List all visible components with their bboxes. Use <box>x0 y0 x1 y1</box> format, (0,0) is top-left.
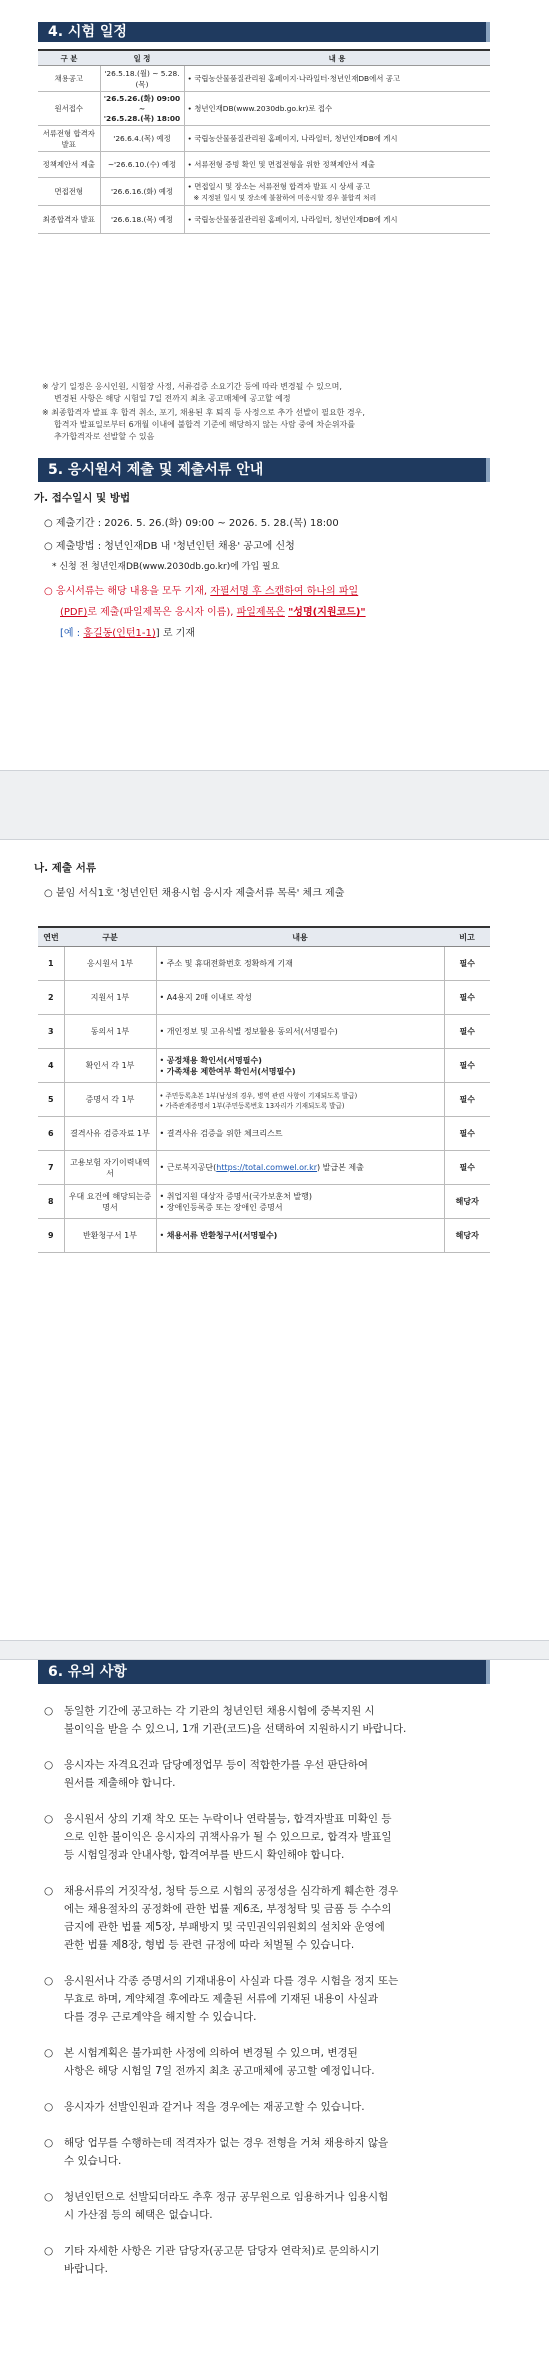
schedule-sched-end: '26.5.28.(목) 18:00 <box>103 114 181 123</box>
documents-header-req: 비고 <box>444 927 490 947</box>
section5-title-bar <box>38 458 490 482</box>
method-line: ○ 제출방법 : 청년인재DB 내 '청년인턴 채용' 공고에 신청 <box>44 541 295 552</box>
notice-item-10: ○ 기타 자세한 사항은 기관 담당자(공고문 담당자 연락처)로 문의하시기 바랍니다. <box>44 2245 380 2275</box>
schedule-note-2: ※ 최종합격자 발표 후 합격 취소, 포기, 채용된 후 퇴직 등 사정으로 추가 선발이 필요한 경우, 합격자 발표일로부터 6개월 이내에 불합격 기준에 해당하지 않는 사람 중에 차순위자를 추가합격자로 선발할 수 있음 <box>42 408 365 441</box>
table-row: 4 확인서 각 1부 • 공정채용 확인서(서명필수) • 가족채용 제한여부 확인서(서명필수) 필수 <box>38 1049 490 1083</box>
schedule-header-sched: 일 정 <box>100 50 184 66</box>
table-row: 최종합격자 발표 '26.6.18.(목) 예정 • 국립농산물품질관리원 홈페이지, 나라일터, 청년인재DB에 게시 <box>38 206 490 234</box>
page-gap-1 <box>0 770 549 840</box>
notice-item-8: ○ 해당 업무를 수행하는데 적격자가 없는 경우 전형을 거쳐 채용하지 않을 수 있습니다. <box>44 2137 389 2167</box>
schedule-desc: 서류전형 증빙 확인 및 면접전형을 위한 정책제안서 제출 <box>194 160 375 169</box>
page-1 <box>0 0 549 770</box>
notice-item-9: ○ 청년인턴으로 선발되더라도 추후 정규 공무원으로 임용하거나 임용시험 시 가산점 등의 혜택은 없습니다. <box>44 2191 389 2221</box>
notice-item-4: ○ 채용서류의 거짓작성, 청탁 등으로 시험의 공정성을 심각하게 훼손한 경우 에는 채용절차의 공정화에 관한 법률 제6조, 부정청탁 및 금품 등 수수의 금지에 관한 법률 제5장, 부패방지 및 국민권익위원회의 설치와 운영에 관한 법률 제8장, 형법 등 관련 규정에 따라 처벌될 수 있습니다. <box>44 1885 399 1951</box>
schedule-sched: '26.6.18.(목) 예정 <box>100 206 184 234</box>
schedule-cat: 면접전형 <box>38 178 100 206</box>
schedule-cat: 원서접수 <box>38 92 100 126</box>
schedule-header-row <box>38 50 490 66</box>
schedule-header-cat: 구 분 <box>38 50 100 66</box>
documents-header-no: 연번 <box>38 927 64 947</box>
schedule-desc: 면접일시 및 장소는 서류전형 합격자 발표 시 상세 공고 <box>194 182 371 191</box>
table-row: 서류전형 합격자 발표 '26.6.4.(목) 예정 • 국립농산물품질관리원 홈페이지, 나라일터, 청년인재DB에 게시 <box>38 126 490 152</box>
documents-header-row <box>38 927 490 947</box>
documents-header-kind: 구분 <box>64 927 156 947</box>
schedule-cat: 최종합격자 발표 <box>38 206 100 234</box>
table-row: 1 응시원서 1부 • 주소 및 휴대전화번호 정확하게 기재 필수 <box>38 947 490 981</box>
table-row: 면접전형 '26.6.16.(화) 예정 • 면접일시 및 장소는 서류전형 합격자 발표 시 상세 공고 ※ 지정된 일시 및 장소에 불참하여 미응시할 경우 불합격 처리 <box>38 178 490 206</box>
check-line: ○ 붙임 서식1호 '청년인턴 채용시험 응시자 제출서류 목록' 체크 제출 <box>44 888 345 899</box>
login-note: * 신청 전 청년인재DB(www.2030db.go.kr)에 가입 필요 <box>52 562 280 572</box>
table-row: 정책제안서 제출 ~'26.6.10.(수) 예정 • 서류전형 증빙 확인 및 면접전형을 위한 정책제안서 제출 <box>38 152 490 178</box>
red-instruction-line2: (PDF)로 제출(파일제목은 응시자 이름), 파일제목은 "성명(지원코드)" <box>60 607 366 618</box>
schedule-desc-note: ※ 지정된 일시 및 장소에 불참하여 미응시할 경우 불합격 처리 <box>193 194 377 202</box>
subheading-b: 나. 제출 서류 <box>34 862 97 874</box>
period-line: ○ 제출기간 : 2026. 5. 26.(화) 09:00 ~ 2026. 5. 28.(목) 18:00 <box>44 518 339 529</box>
section5-title: 5. 응시원서 제출 및 제출서류 안내 <box>48 462 264 478</box>
schedule-cat: 채용공고 <box>38 66 100 92</box>
notice-item-3: ○ 응시원서 상의 기재 착오 또는 누락이나 연락불능, 합격자발표 미확인 등 으로 인한 불이익은 응시자의 귀책사유가 될 수 있으므로, 합격자 발표일 등 시험일정과 안내사항, 합격여부를 반드시 확인해야 합니다. <box>44 1813 392 1861</box>
section4-title: 4. 시험 일정 <box>48 24 127 40</box>
documents-table <box>38 926 490 1253</box>
schedule-table <box>38 49 490 234</box>
schedule-sched: '26.5.18.(월) ~ 5.28.(목) <box>100 66 184 92</box>
notice-item-6: ○ 본 시험계획은 불가피한 사정에 의하여 변경될 수 있으며, 변경된 사항은 해당 시험일 7일 전까지 최초 공고매체에 공고할 예정입니다. <box>44 2047 375 2077</box>
section6-title: 6. 유의 사항 <box>48 1664 127 1680</box>
schedule-sched-start: '26.5.26.(화) 09:00 ~ <box>103 94 181 113</box>
page-gap-2 <box>0 1640 549 1660</box>
documents-header-desc: 내용 <box>156 927 444 947</box>
table-row: 7 고용보험 자기이력내역서 • 근로복지공단(https://total.comwel.or.kr) 발급본 제출 필수 <box>38 1151 490 1185</box>
schedule-note-1: ※ 상기 일정은 응시인원, 시험장 사정, 서류검증 소요기간 등에 따라 변경될 수 있으며, 변경된 사항은 해당 시험일 7일 전까지 최초 공고매체에 공고할 예정 <box>42 382 342 403</box>
table-row: 원서접수 '26.5.26.(화) 09:00 ~ '26.5.28.(목) 18:00 • 청년인재DB(www.2030db.go.kr)로 접수 <box>38 92 490 126</box>
table-row: 2 지원서 1부 • A4용지 2매 이내로 작성 필수 <box>38 981 490 1015</box>
notice-item-7: ○ 응시자가 선발인원과 같거나 적을 경우에는 재공고할 수 있습니다. <box>44 2101 365 2113</box>
schedule-sched: ~'26.6.10.(수) 예정 <box>100 152 184 178</box>
schedule-cat: 서류전형 합격자 발표 <box>38 126 100 152</box>
schedule-desc: 청년인재DB(www.2030db.go.kr)로 접수 <box>194 104 333 113</box>
schedule-sched: '26.6.16.(화) 예정 <box>100 178 184 206</box>
subheading-a: 가. 접수일시 및 방법 <box>34 492 131 504</box>
section6-title-bar <box>38 1660 490 1684</box>
schedule-desc: 국립농산물품질관리원 홈페이지, 나라일터, 청년인재DB에 게시 <box>194 215 398 224</box>
schedule-cat: 정책제안서 제출 <box>38 152 100 178</box>
schedule-header-desc: 내 용 <box>184 50 490 66</box>
table-row: 5 증명서 각 1부 • 주민등록초본 1부(남성의 경우, 병역 관련 사항이 기재되도록 발급) • 가족관계증명서 1부(주민등록번호 13자리가 기재되도록 발급) 필수 <box>38 1083 490 1117</box>
red-instruction-line1: ○ 응시서류는 해당 내용을 모두 기재, 자필서명 후 스캔하여 하나의 파일 <box>44 586 359 597</box>
table-row: 3 동의서 1부 • 개인정보 및 고유식별 정보활용 동의서(서명필수) 필수 <box>38 1015 490 1049</box>
table-row: 8 우대 요건에 해당되는증명서 • 취업지원 대상자 증명서(국가보훈처 발행) • 장애인등록증 또는 장애인 증명서 해당자 <box>38 1185 490 1219</box>
schedule-desc: 국립농산물품질관리원 홈페이지, 나라일터, 청년인재DB에 게시 <box>194 134 398 143</box>
notice-item-5: ○ 응시원서나 각종 증명서의 기재내용이 사실과 다를 경우 시험을 정지 또는 무효로 하며, 계약체결 후에라도 제출된 서류에 기재된 내용이 사실과 다를 경우 근로계약을 해지할 수 있습니다. <box>44 1975 399 2023</box>
comwel-link[interactable]: https://total.comwel.or.kr <box>216 1163 318 1172</box>
notice-item-1: ○ 동일한 기간에 공고하는 각 기관의 청년인턴 채용시험에 중복지원 시 불이익을 받을 수 있으니, 1개 기관(코드)을 선택하여 지원하시기 바랍니다. <box>44 1705 407 1735</box>
table-row: 6 결격사유 검증자료 1부 • 결격사유 검증을 위한 체크리스트 필수 <box>38 1117 490 1151</box>
section4-title-bar <box>38 22 490 42</box>
schedule-sched: '26.6.4.(목) 예정 <box>100 126 184 152</box>
example-line: [예 : 홍길동(인턴1-1)] 로 기재 <box>60 628 195 639</box>
table-row: 채용공고 '26.5.18.(월) ~ 5.28.(목) • 국립농산물품질관리원 홈페이지·나라일터·청년인재DB에서 공고 <box>38 66 490 92</box>
table-row: 9 반환청구서 1부 • 채용서류 반환청구서(서명필수) 해당자 <box>38 1219 490 1253</box>
schedule-desc: 국립농산물품질관리원 홈페이지·나라일터·청년인재DB에서 공고 <box>194 74 401 83</box>
notice-item-2: ○ 응시자는 자격요건과 담당예정업무 등이 적합한가를 우선 판단하여 원서를 제출해야 합니다. <box>44 1759 369 1789</box>
